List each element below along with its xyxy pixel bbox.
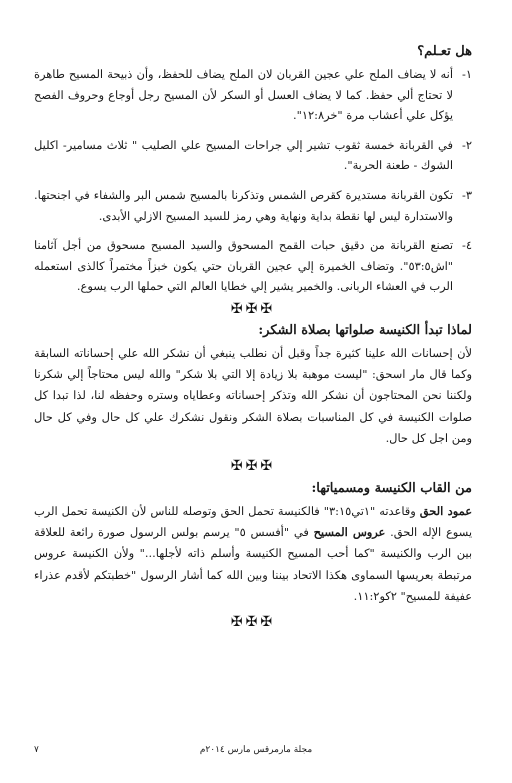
list-item bbox=[34, 185, 472, 226]
section-heading-church-titles: من القاب الكنيسة ومسمياتها: bbox=[311, 480, 472, 496]
cross-divider: ✠✠✠ bbox=[230, 300, 276, 317]
page-number: ٧ bbox=[34, 745, 39, 755]
item-number: ٣- bbox=[462, 187, 472, 202]
section-heading-thanksgiving: لماذا تبدأ الكنيسة صلواتها بصلاة الشكر: bbox=[258, 322, 472, 338]
footer-magazine-title: مجلة مارمرقس مارس ٢٠١٤م bbox=[199, 745, 313, 755]
item-text: أنه لا يضاف الملح علي عجين القربان لان الملح يضاف للحفظ، وأن ذبيحة المسيح طاهرة لا تحتاج ألي حفظ. كما لا يضاف العسل أو السكر لأن المسيح رجل أوجاع وحروف الفصح يؤكل علي أعشاب مرة "خر١٢:٨". bbox=[34, 67, 453, 123]
paragraph-text: في "أفسس ٥" يرسم بولس الرسول صورة رائعة للعلاقة بين الرب والكنيسة "كما أحب المسيح الكنيسة وأسلم ذاته لأجلها..." ولأن الكنيسة عروس مرتبطة بعريسها السماوى هكذا الاتحاد بيننا وبين الله كما أشار الرسول "خطبتكم لأقدم عذراء عفيفة للمسيح" ٢كو١١:٢. bbox=[34, 525, 472, 603]
page-content bbox=[34, 42, 472, 634]
cross-divider: ✠✠✠ bbox=[230, 457, 276, 474]
list-item bbox=[34, 64, 472, 126]
item-text: تكون القربانة مستديرة كقرص الشمس وتذكرنا بالمسيح شمس البر والشفاء في اجنحتها. والاستدارة ليس لها نقطة بداية ونهاية وهي رمز للسيد المسيح الازلي الأبدى. bbox=[34, 187, 453, 223]
cross-divider: ✠✠✠ bbox=[230, 613, 276, 630]
list-item bbox=[34, 235, 472, 297]
term-bride-of-christ: عروس المسيح bbox=[313, 525, 386, 540]
facts-list bbox=[34, 64, 472, 297]
term-pillar-of-truth: عمود الحق bbox=[419, 503, 472, 518]
church-titles-paragraph bbox=[34, 501, 472, 607]
item-number: ٤- bbox=[462, 238, 472, 253]
list-item bbox=[34, 135, 472, 176]
item-number: ٢- bbox=[462, 137, 472, 152]
section-heading-did-you-know: هل تعـلم؟ bbox=[417, 44, 472, 59]
item-text: في القربانة خمسة ثقوب تشير إلي جراحات المسيح علي الصليب " ثلاث مسامير- اكليل الشوك - طعنة الحربة". bbox=[34, 137, 453, 173]
item-number: ١- bbox=[462, 67, 472, 81]
paragraph-text: وقاعدته "١تي٣:١٥" فالكنيسة تحمل الحق وتوصله للناس لأن الكنيسة تحمل الرب يسوع الإله الحق. bbox=[34, 503, 473, 540]
thanksgiving-paragraph: لأن إحسانات الله علينا كثيرة جداً وقبل أن نطلب ينبغي أن نشكر الله علي إحساناته السابقة وكما قال مار اسحق: "ليست موهبة بلا زيادة إلا التي بلا شكر" والله ليس محتاجاً إلي شكرنا ولكننا نحن المحتاجون أن نشكر الله وتذكر إحساناته وعطاياه وستره وحفظه لنا، لذا تبدا كل صلوات الكنيسة في كل المناسبات بصلاة الشكر ونقول نشكرك علي كل حال وفي كل حال ومن اجل كل حال. bbox=[34, 345, 472, 445]
item-text: تصنع القربانة من دقيق حبات القمح المسحوق والسيد المسيح مسحوق من أجل آثامنا "اش٥٣:٥". وتضاف الخميرة إلي عجين القربان حتي يكون خبزاً مختمراً كالذى استعمله الرب في العشاء الربانى. والخمير يشير إلي خطايا العالم التي حملها الرب يسوع. bbox=[34, 238, 453, 294]
page-footer bbox=[0, 745, 512, 761]
